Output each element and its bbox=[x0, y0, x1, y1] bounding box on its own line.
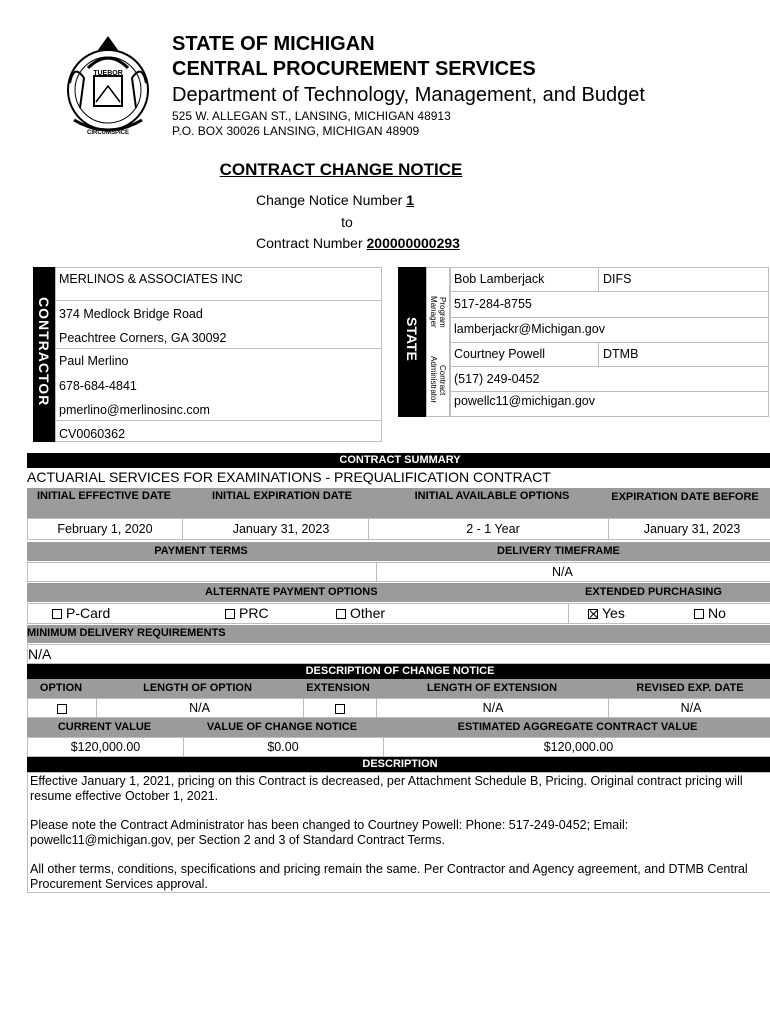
ca-agency: DTMB bbox=[603, 347, 639, 361]
header-address-2: P.O. BOX 30026 LANSING, MICHIGAN 48909 bbox=[172, 124, 420, 138]
contractor-contact: Paul Merlino bbox=[59, 354, 129, 368]
contractor-email: pmerlino@merlinosinc.com bbox=[59, 403, 210, 417]
description-paragraph-1: Effective January 1, 2021, pricing on this Contract is decreased, per Attachment Schedule B, Pricing. Original contract pricing will resume effective October 1, 2021. bbox=[30, 774, 743, 803]
change-notice-number: 1 bbox=[406, 192, 414, 208]
contract-summary-header: CONTRACT SUMMARY bbox=[27, 453, 770, 468]
change-values-row bbox=[27, 698, 770, 718]
description-paragraph-2: Please note the Contract Administrator has been changed to Courtney Powell: Phone: 517-249-0452; Email: powellc11@michigan.gov, per Section 2 and 3 of Standard Contract Terms. bbox=[30, 818, 629, 847]
contract-administrator-label: Contract Administrator bbox=[429, 356, 447, 404]
pcard-option[interactable] bbox=[52, 606, 110, 620]
contractor-name: MERLINOS & ASSOCIATES INC bbox=[59, 272, 243, 286]
contract-title: ACTUARIAL SERVICES FOR EXAMINATIONS - PREQUALIFICATION CONTRACT bbox=[27, 469, 551, 485]
ext-yes-option[interactable] bbox=[588, 606, 625, 620]
change-column-headers bbox=[27, 679, 770, 698]
col-extension: EXTENSION bbox=[306, 682, 370, 694]
header-agency-title: CENTRAL PROCUREMENT SERVICES bbox=[172, 58, 536, 80]
ca-phone: (517) 249-0452 bbox=[454, 372, 540, 386]
notice-title: CONTRACT CHANGE NOTICE bbox=[219, 160, 463, 179]
min-delivery-label: MINIMUM DELIVERY REQUIREMENTS bbox=[27, 627, 226, 639]
min-delivery-header bbox=[27, 625, 770, 643]
alt-payment-label: ALTERNATE PAYMENT OPTIONS bbox=[205, 586, 378, 598]
initial-effective-value: February 1, 2020 bbox=[57, 522, 153, 536]
other-option[interactable] bbox=[336, 606, 385, 620]
pm-agency: DIFS bbox=[603, 272, 632, 286]
state-role-column bbox=[426, 267, 450, 417]
change-notice-label: Change Notice Number bbox=[256, 192, 407, 208]
seal-motto-text: TUEBOR bbox=[93, 70, 123, 77]
col-length-option: LENGTH OF OPTION bbox=[143, 682, 252, 694]
alt-payment-values bbox=[27, 603, 770, 624]
summary-values-row bbox=[27, 518, 770, 540]
payment-terms-label: PAYMENT TERMS bbox=[154, 545, 248, 557]
col-initial-options: INITIAL AVAILABLE OPTIONS bbox=[414, 490, 570, 502]
pm-email: lamberjackr@Michigan.gov bbox=[454, 322, 605, 336]
description-paragraph-3: All other terms, conditions, specifications and pricing remain the same. Per Contractor and Agency agreement, and DTMB Central Procurement Services approval. bbox=[30, 862, 748, 891]
state-seal-logo bbox=[60, 28, 160, 146]
initial-options-value: 2 - 1 Year bbox=[466, 522, 520, 536]
pcard-label: P-Card bbox=[66, 605, 111, 621]
payment-delivery-values bbox=[27, 562, 770, 582]
col-option: OPTION bbox=[39, 682, 83, 694]
state-side-label: STATE bbox=[404, 317, 420, 361]
ext-no-checkbox[interactable] bbox=[694, 609, 704, 619]
prc-checkbox[interactable] bbox=[225, 609, 235, 619]
contract-number-value: 200000000293 bbox=[366, 235, 460, 251]
ca-name: Courtney Powell bbox=[454, 347, 546, 361]
expiration-before-value: January 31, 2023 bbox=[643, 522, 741, 536]
col-initial-effective: INITIAL EFFECTIVE DATE bbox=[36, 490, 172, 502]
value-column-headers bbox=[27, 718, 770, 737]
extension-checkbox[interactable] bbox=[335, 704, 345, 714]
summary-column-headers bbox=[27, 488, 770, 518]
pcard-checkbox[interactable] bbox=[52, 609, 62, 619]
contractor-side-label: CONTRACTOR bbox=[36, 297, 52, 407]
to-label: to bbox=[341, 214, 353, 230]
contractor-street: 374 Medlock Bridge Road bbox=[59, 307, 203, 321]
contractor-vendor-id: CV0060362 bbox=[59, 427, 126, 441]
description-header: DESCRIPTION bbox=[27, 757, 770, 772]
seal-bottom-text: CIRCUMSPICE bbox=[86, 130, 130, 136]
prc-label: PRC bbox=[239, 605, 269, 621]
change-notice-header: DESCRIPTION OF CHANGE NOTICE bbox=[27, 664, 770, 679]
value-of-change: $0.00 bbox=[267, 740, 299, 754]
col-current-value: CURRENT VALUE bbox=[57, 721, 152, 733]
option-checkbox-cell[interactable] bbox=[57, 702, 71, 716]
estimated-aggregate-value: $120,000.00 bbox=[543, 740, 614, 754]
contractor-side-band bbox=[33, 267, 55, 442]
program-manager-label: Program Manager bbox=[429, 296, 447, 328]
min-delivery-row bbox=[27, 644, 770, 664]
contract-number-label: Contract Number bbox=[256, 235, 367, 251]
extension-checkbox-cell[interactable] bbox=[335, 702, 349, 716]
header-state-title: STATE OF MICHIGAN bbox=[172, 33, 375, 55]
contractor-city: Peachtree Corners, GA 30092 bbox=[59, 331, 227, 345]
option-checkbox[interactable] bbox=[57, 704, 67, 714]
payment-delivery-headers bbox=[27, 542, 770, 561]
initial-expiration-value: January 31, 2023 bbox=[232, 522, 330, 536]
header-department: Department of Technology, Management, and Budget bbox=[172, 84, 645, 106]
contractor-phone: 678-684-4841 bbox=[59, 379, 137, 393]
other-checkbox[interactable] bbox=[336, 609, 346, 619]
state-side-band bbox=[398, 267, 426, 417]
length-extension-value: N/A bbox=[482, 701, 504, 715]
min-delivery-value: N/A bbox=[28, 646, 52, 662]
ext-yes-label: Yes bbox=[602, 605, 625, 621]
current-value: $120,000.00 bbox=[70, 740, 141, 754]
pm-phone: 517-284-8755 bbox=[454, 297, 532, 311]
revised-date-value: N/A bbox=[680, 701, 702, 715]
extended-purchasing-label: EXTENDED PURCHASING bbox=[585, 586, 722, 598]
col-length-extension: LENGTH OF EXTENSION bbox=[426, 682, 558, 694]
length-option-value: N/A bbox=[189, 701, 210, 715]
other-label: Other bbox=[350, 605, 386, 621]
col-estimated-value: ESTIMATED AGGREGATE CONTRACT VALUE bbox=[457, 721, 698, 733]
alt-payment-headers bbox=[27, 583, 770, 602]
prc-option[interactable] bbox=[225, 606, 269, 620]
ext-yes-checkbox[interactable] bbox=[588, 609, 598, 619]
col-revised-date: REVISED EXP. DATE bbox=[636, 682, 744, 694]
description-body bbox=[27, 772, 770, 893]
col-expiration-before: EXPIRATION DATE BEFORE bbox=[611, 491, 759, 503]
header-address-1: 525 W. ALLEGAN ST., LANSING, MICHIGAN 48913 bbox=[172, 109, 451, 123]
pm-name: Bob Lamberjack bbox=[454, 272, 545, 286]
contract-number-line bbox=[0, 235, 716, 251]
change-notice-line bbox=[0, 192, 670, 208]
value-row bbox=[27, 737, 770, 757]
col-value-change: VALUE OF CHANGE NOTICE bbox=[206, 721, 358, 733]
ca-email: powellc11@michigan.gov bbox=[454, 394, 596, 408]
ext-no-label: No bbox=[708, 605, 726, 621]
ext-no-option[interactable] bbox=[694, 606, 726, 620]
col-initial-expiration: INITIAL EXPIRATION DATE bbox=[212, 490, 352, 502]
delivery-timeframe-value: N/A bbox=[552, 565, 573, 579]
delivery-timeframe-label: DELIVERY TIMEFRAME bbox=[497, 545, 620, 557]
